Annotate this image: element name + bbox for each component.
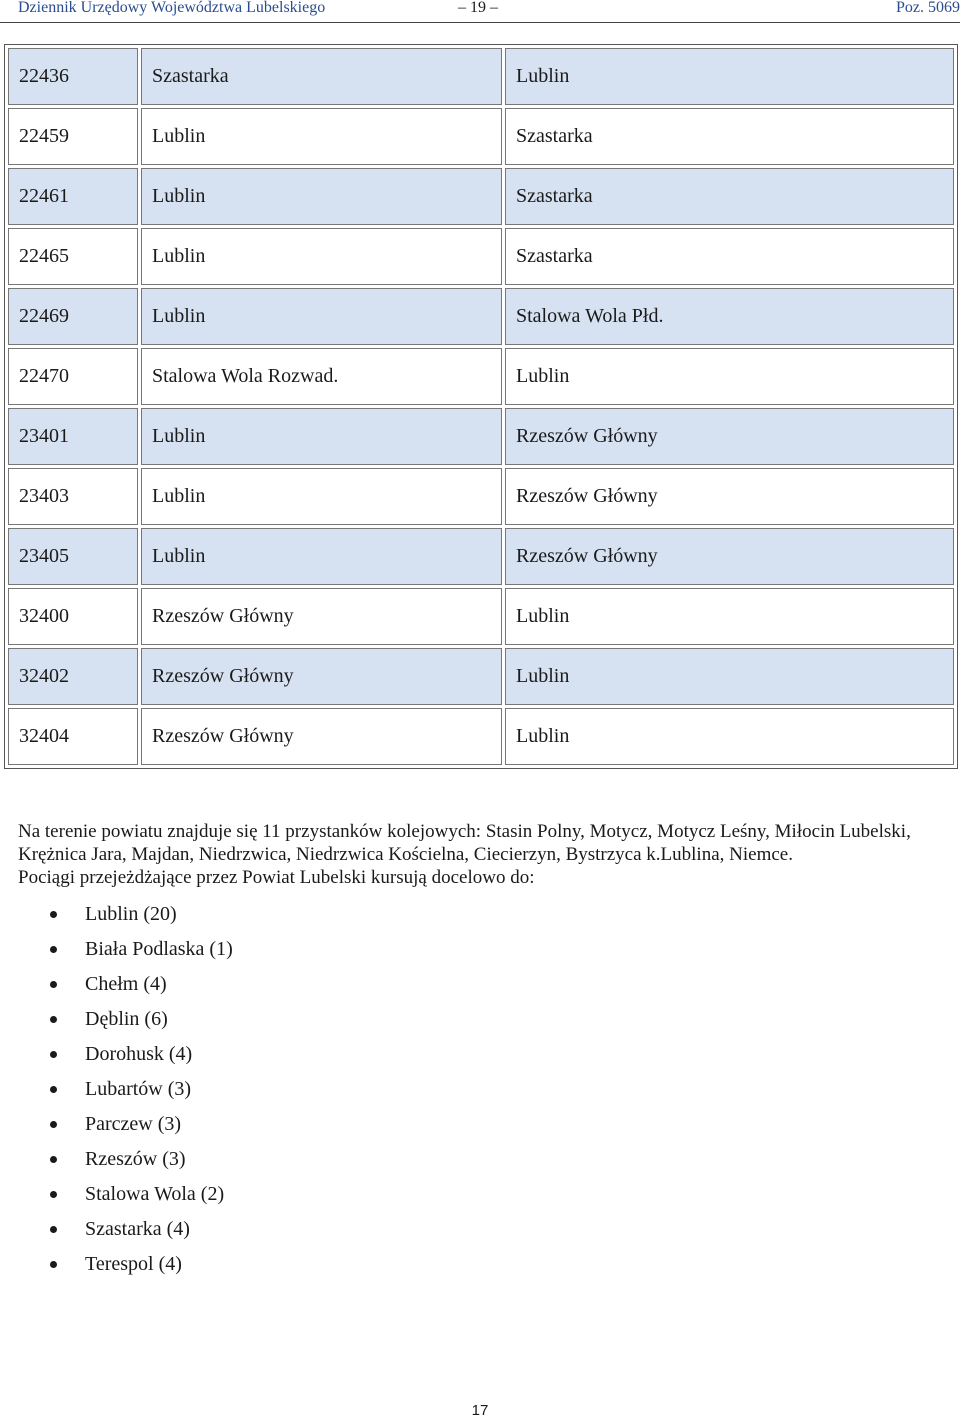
destinations-list xyxy=(48,897,233,1282)
origin-cell: Rzeszów Główny xyxy=(141,708,502,765)
origin-cell: Lublin xyxy=(141,528,502,585)
train-number-cell: 23405 xyxy=(8,528,138,585)
destination-label: Lubartów (3) xyxy=(85,1078,192,1100)
destination-label: Szastarka (4) xyxy=(85,1218,190,1240)
table-row xyxy=(8,228,954,285)
origin-cell: Lublin xyxy=(141,288,502,345)
bullet-icon xyxy=(50,946,57,953)
list-item xyxy=(48,1107,233,1142)
train-number-cell: 23401 xyxy=(8,408,138,465)
list-item xyxy=(48,1177,233,1212)
train-number-cell: 23403 xyxy=(8,468,138,525)
table-row xyxy=(8,468,954,525)
table-row xyxy=(8,48,954,105)
table-row xyxy=(8,588,954,645)
bullet-icon xyxy=(50,1121,57,1128)
destination-cell: Lublin xyxy=(505,588,954,645)
bullet-icon xyxy=(50,911,57,918)
origin-cell: Szastarka xyxy=(141,48,502,105)
destination-cell: Rzeszów Główny xyxy=(505,528,954,585)
list-item xyxy=(48,1002,233,1037)
list-item xyxy=(48,967,233,1002)
destination-label: Biała Podlaska (1) xyxy=(85,938,233,960)
table-row xyxy=(8,408,954,465)
origin-cell: Rzeszów Główny xyxy=(141,648,502,705)
train-number-cell: 22469 xyxy=(8,288,138,345)
destination-label: Parczew (3) xyxy=(85,1113,182,1135)
header-divider xyxy=(0,22,960,23)
destination-cell: Lublin xyxy=(505,648,954,705)
journal-title: Dziennik Urzędowy Województwa Lubelskiego xyxy=(18,0,326,16)
destination-cell: Stalowa Wola Płd. xyxy=(505,288,954,345)
origin-cell: Stalowa Wola Rozwad. xyxy=(141,348,502,405)
train-number-cell: 22459 xyxy=(8,108,138,165)
position-number: Poz. 5069 xyxy=(896,0,960,16)
origin-cell: Rzeszów Główny xyxy=(141,588,502,645)
list-item xyxy=(48,932,233,967)
table-row xyxy=(8,288,954,345)
destination-label: Stalowa Wola (2) xyxy=(85,1183,225,1205)
table-row xyxy=(8,168,954,225)
destination-label: Lublin (20) xyxy=(85,903,177,925)
bullet-icon xyxy=(50,1086,57,1093)
destination-label: Dęblin (6) xyxy=(85,1008,168,1030)
bullet-icon xyxy=(50,981,57,988)
origin-cell: Lublin xyxy=(141,408,502,465)
list-item xyxy=(48,1212,233,1247)
origin-cell: Lublin xyxy=(141,468,502,525)
list-item xyxy=(48,1247,233,1282)
table-row xyxy=(8,108,954,165)
stations-description xyxy=(18,820,948,889)
page-header xyxy=(18,0,960,20)
list-item xyxy=(48,1037,233,1072)
destination-cell: Lublin xyxy=(505,48,954,105)
train-number-cell: 32404 xyxy=(8,708,138,765)
destination-cell: Lublin xyxy=(505,348,954,405)
destination-cell: Szastarka xyxy=(505,228,954,285)
origin-cell: Lublin xyxy=(141,168,502,225)
destination-label: Chełm (4) xyxy=(85,973,167,995)
train-number-cell: 22461 xyxy=(8,168,138,225)
table-row xyxy=(8,348,954,405)
bullet-icon xyxy=(50,1156,57,1163)
destination-cell: Rzeszów Główny xyxy=(505,468,954,525)
origin-cell: Lublin xyxy=(141,228,502,285)
header-page-number: – 19 – xyxy=(458,0,498,16)
bullet-icon xyxy=(50,1226,57,1233)
train-number-cell: 22436 xyxy=(8,48,138,105)
stations-paragraph: Na terenie powiatu znajduje się 11 przystanków kolejowych: Stasin Polny, Motycz, Motycz Leśny, Miłocin Lubelski, Krężnica Jara, Majdan, Niedrzwica, Niedrzwica Kościelna, Ciecierzyn, Bystrzyca k.Lublina, Niemce. xyxy=(18,821,911,865)
destination-label: Rzeszów (3) xyxy=(85,1148,186,1170)
destinations-intro: Pociągi przejeżdżające przez Powiat Lubelski kursują docelowo do: xyxy=(18,867,535,888)
bullet-icon xyxy=(50,1261,57,1268)
list-item xyxy=(48,897,233,932)
destination-cell: Szastarka xyxy=(505,108,954,165)
train-routes-table xyxy=(4,44,958,769)
train-number-cell: 32400 xyxy=(8,588,138,645)
bullet-icon xyxy=(50,1051,57,1058)
train-number-cell: 22470 xyxy=(8,348,138,405)
destination-cell: Szastarka xyxy=(505,168,954,225)
train-number-cell: 22465 xyxy=(8,228,138,285)
destination-cell: Rzeszów Główny xyxy=(505,408,954,465)
bullet-icon xyxy=(50,1191,57,1198)
destination-cell: Lublin xyxy=(505,708,954,765)
table-row xyxy=(8,528,954,585)
origin-cell: Lublin xyxy=(141,108,502,165)
list-item xyxy=(48,1142,233,1177)
destination-label: Terespol (4) xyxy=(85,1253,182,1275)
train-number-cell: 32402 xyxy=(8,648,138,705)
list-item xyxy=(48,1072,233,1107)
footer-page-number: 17 xyxy=(471,1402,489,1419)
table-row xyxy=(8,648,954,705)
bullet-icon xyxy=(50,1016,57,1023)
table-row xyxy=(8,708,954,765)
destination-label: Dorohusk (4) xyxy=(85,1043,193,1065)
